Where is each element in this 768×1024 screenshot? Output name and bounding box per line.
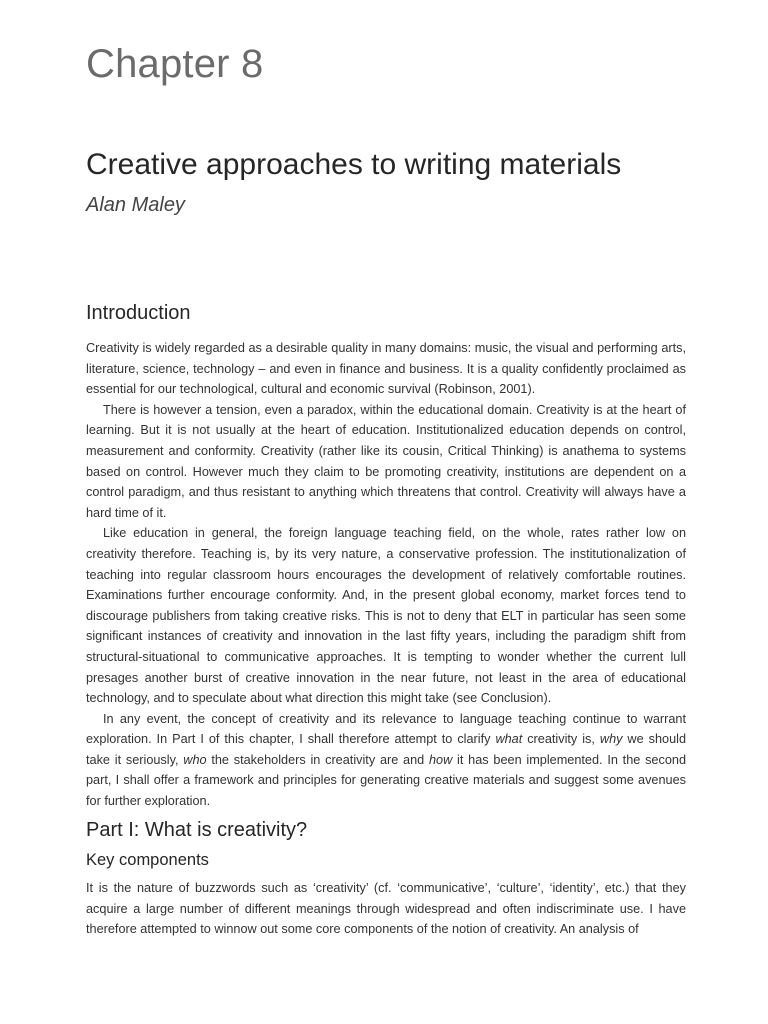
emphasis-why: why [599, 732, 623, 747]
introduction-heading: Introduction [86, 302, 191, 324]
paragraph-text: the stakeholders in creativity are and [206, 752, 429, 767]
chapter-number: Chapter 8 [86, 42, 264, 86]
introduction-paragraph-1: Creativity is widely regarded as a desirable quality in many domains: music, the visual and performing arts, literature, science, technology – and even in finance and business. It is a quality confidently proclaimed as essential for our technological, cultural and economic survival (Robinson, 2001). [86, 341, 686, 397]
paragraph-text: we should take it seriously, [86, 732, 687, 767]
key-components-paragraph: It is the nature of buzzwords such as ‘creativity’ (cf. ‘communicative’, ‘culture’, ‘identity’, etc.) that they acquire a large number of different meanings through widespread and often indiscriminate use. I have therefore attempted to winnow out some core components of the notion of creativity. An analysis of [86, 881, 686, 937]
introduction-section [86, 302, 686, 812]
introduction-paragraph-2: There is however a tension, even a paradox, within the educational domain. Creativity is at the heart of learning. But it is not usually at the heart of education. Institutionalized education depends on control, measurement and conformity. Creativity (rather like its cousin, Critical Thinking) is anathema to systems based on control. However much they claim to be promoting creativity, institutions are dependent on a control paradigm, and thus resistant to anything which threatens that control. Creativity will always have a hard time of it. [86, 402, 686, 520]
introduction-paragraph-3: Like education in general, the foreign language teaching field, on the whole, rates rather low on creativity therefore. Teaching is, by its very nature, a conservative profession. The institutionalization of teaching into regular classroom hours encourages the development of relatively comfortable routines. Examinations further encourage conformity. And, in the present global economy, market forces tend to discourage publishers from taking creative risks. This is not to deny that ELT in particular has seen some significant instances of creativity and innovation in the last fifty years, including the paradigm shift from structural-situational to communicative approaches. It is tempting to wonder whether the current lull presages another burst of creative innovation in the near future, not least in the area of educational technology, and to speculate about what direction this might take (see Conclusion). [86, 526, 686, 706]
emphasis-how: how [429, 752, 453, 767]
chapter-title: Creative approaches to writing materials [86, 148, 622, 181]
chapter-author: Alan Maley [86, 194, 185, 216]
key-components-heading: Key components [86, 851, 209, 869]
book-page [86, 0, 686, 1024]
paragraph-text: it has been implemented. In the second part, I shall offer a framework and principles for generating creative materials and suggest some avenues for further exploration. [86, 752, 687, 809]
part-one-heading: Part I: What is creativity? [86, 819, 308, 841]
part-one-section [86, 819, 686, 940]
emphasis-who: who [183, 752, 207, 767]
paragraph-text: In any event, the concept of creativity and its relevance to language teaching continue to warrant exploration. In Part I of this chapter, I shall therefore attempt to clarify [86, 711, 686, 747]
paragraph-text: creativity is, [522, 732, 600, 747]
emphasis-what: what [495, 732, 523, 747]
introduction-paragraph-4 [86, 709, 686, 812]
